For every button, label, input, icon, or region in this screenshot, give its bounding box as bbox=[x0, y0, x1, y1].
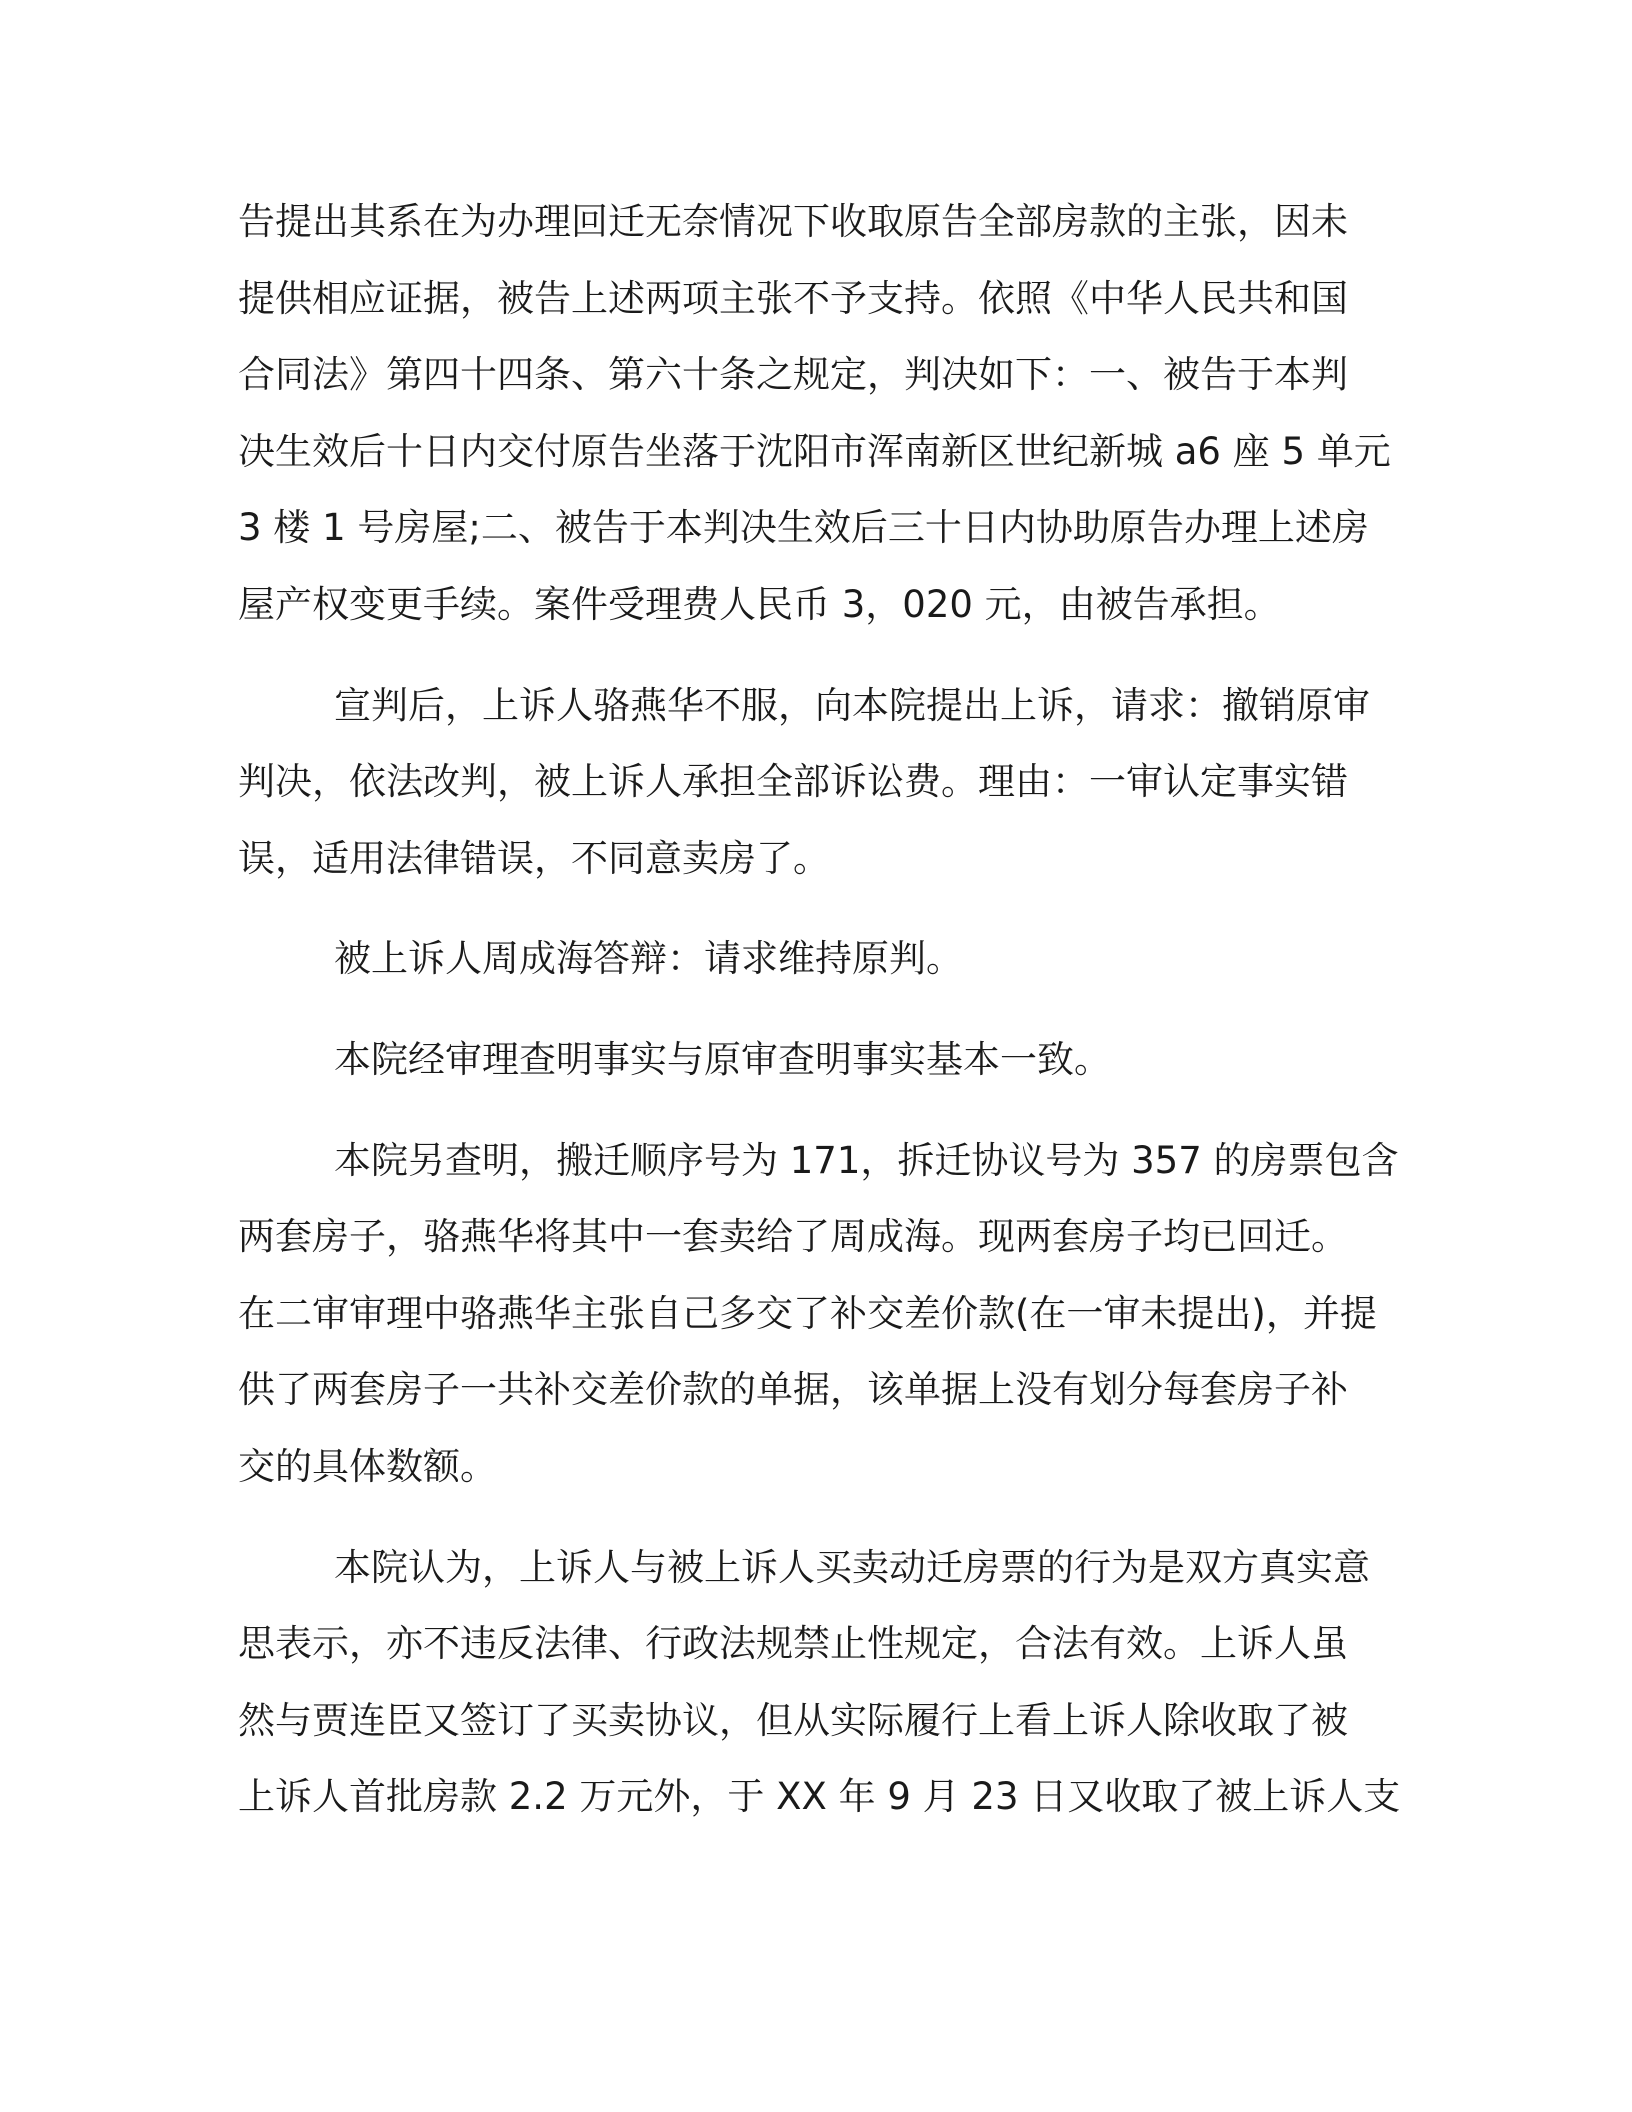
paragraph-gap bbox=[238, 644, 1388, 668]
paragraph bbox=[238, 668, 1388, 898]
text-line: 然与贾连臣又签订了买卖协议，但从实际履行上看上诉人除收取了被 bbox=[238, 1698, 1348, 1742]
paragraph bbox=[238, 1123, 1399, 1506]
text-line: 本院认为，上诉人与被上诉人买卖动迁房票的行为是双方真实意 bbox=[334, 1545, 1370, 1589]
paragraph bbox=[238, 184, 1391, 644]
text-line: 合同法》第四十四条、第六十条之规定，判决如下：一、被告于本判 bbox=[238, 353, 1348, 397]
text-line: 本院另查明，搬迁顺序号为 171，拆迁协议号为 357 的房票包含 bbox=[334, 1138, 1399, 1182]
text-line: 本院经审理查明事实与原审查明事实基本一致。 bbox=[334, 1037, 1111, 1081]
paragraph bbox=[238, 1530, 1401, 1836]
text-line: 误，适用法律错误，不同意卖房了。 bbox=[238, 836, 830, 880]
paragraph-gap bbox=[238, 897, 1388, 921]
paragraph-gap bbox=[238, 998, 1388, 1022]
paragraph-gap bbox=[238, 1099, 1388, 1123]
text-line: 告提出其系在为办理回迁无奈情况下收取原告全部房款的主张，因未 bbox=[238, 200, 1348, 243]
text-line: 供了两套房子一共补交差价款的单据，该单据上没有划分每套房子补 bbox=[238, 1368, 1348, 1412]
text-line: 两套房子，骆燕华将其中一套卖给了周成海。现两套房子均已回迁。 bbox=[238, 1215, 1348, 1259]
paragraph bbox=[238, 1022, 1388, 1099]
text-line: 思表示，亦不违反法律、行政法规禁止性规定，合法有效。上诉人虽 bbox=[238, 1622, 1348, 1666]
text-line: 3 楼 1 号房屋;二、被告于本判决生效后三十日内协助原告办理上述房 bbox=[238, 506, 1369, 550]
text-line: 提供相应证据，被告上述两项主张不予支持。依照《中华人民共和国 bbox=[238, 276, 1348, 320]
text-line: 上诉人首批房款 2.2 万元外，于 XX 年 9 月 23 日又收取了被上诉人支 bbox=[238, 1775, 1401, 1819]
text-line: 被上诉人周成海答辩：请求维持原判。 bbox=[334, 937, 963, 981]
document-body bbox=[238, 184, 1401, 1836]
text-line: 交的具体数额。 bbox=[238, 1444, 497, 1488]
text-line: 判决，依法改判，被上诉人承担全部诉讼费。理由：一审认定事实错 bbox=[238, 760, 1348, 804]
text-line: 决生效后十日内交付原告坐落于沈阳市浑南新区世纪新城 a6 座 5 单元 bbox=[238, 429, 1391, 473]
text-line: 宣判后，上诉人骆燕华不服，向本院提出上诉，请求：撤销原审 bbox=[334, 683, 1370, 727]
text-line: 在二审审理中骆燕华主张自己多交了补交差价款(在一审未提出)，并提 bbox=[238, 1291, 1377, 1335]
paragraph bbox=[238, 921, 1388, 998]
text-line: 屋产权变更手续。案件受理费人民币 3，020 元，由被告承担。 bbox=[238, 582, 1281, 626]
paragraph-gap bbox=[238, 1506, 1388, 1530]
